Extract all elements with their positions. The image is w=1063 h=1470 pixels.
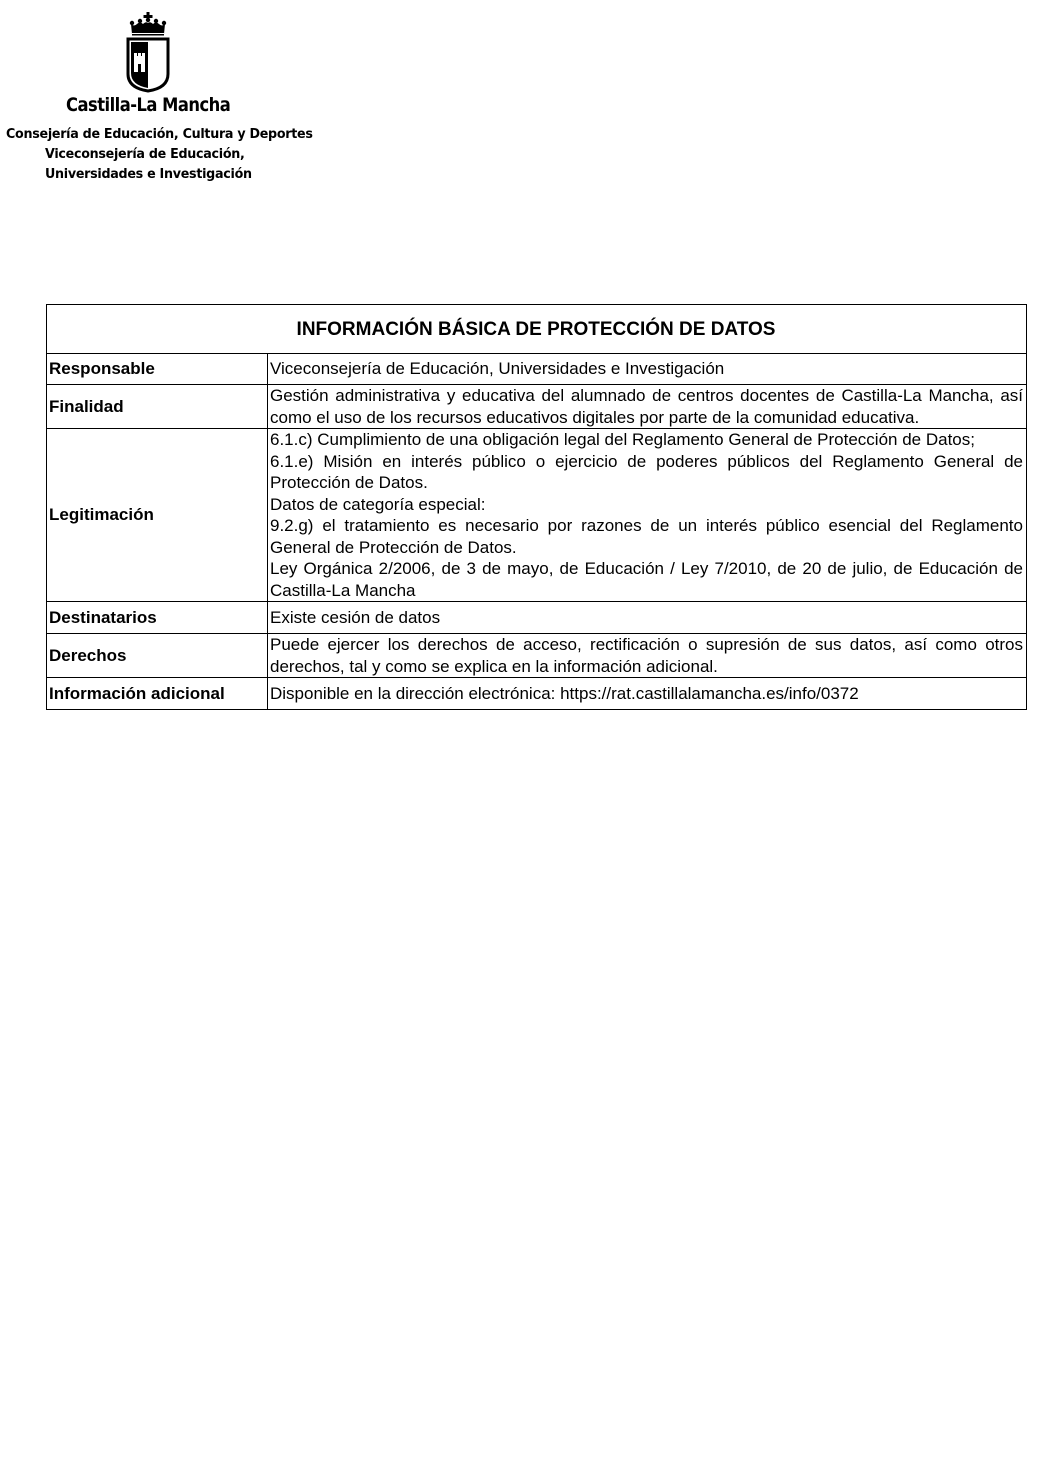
row-value-derechos: Puede ejercer los derechos de acceso, rectificación o supresión de sus datos, así como otros derechos, tal y como se explica en la información adicional. — [268, 634, 1027, 678]
department-line-3: Universidades e Investigación — [45, 166, 252, 182]
table-row — [47, 354, 1027, 385]
table-title: INFORMACIÓN BÁSICA DE PROTECCIÓN DE DATOS — [47, 305, 1027, 354]
table-row — [47, 602, 1027, 634]
row-label-finalidad: Finalidad — [47, 385, 268, 429]
table-title-row — [47, 305, 1027, 354]
table-row — [47, 429, 1027, 602]
legitimacion-line-2: 6.1.e) Misión en interés público o ejercicio de poderes públicos del Reglamento General de Protección de Datos. — [270, 451, 1023, 492]
table-row — [47, 385, 1027, 429]
row-label-legitimacion: Legitimación — [47, 429, 268, 602]
row-value-destinatarios: Existe cesión de datos — [268, 602, 1027, 634]
castilla-la-mancha-coat-of-arms-icon — [124, 12, 172, 94]
legitimacion-line-4: 9.2.g) el tratamiento es necesario por razones de un interés público esencial del Reglamento General de Protección de Datos. — [270, 516, 1023, 557]
row-label-derechos: Derechos — [47, 634, 268, 678]
row-value-finalidad: Gestión administrativa y educativa del alumnado de centros docentes de Castilla-La Mancha, así como el uso de los recursos educativos digitales por parte de la comunidad educativa. — [268, 385, 1027, 429]
legitimacion-line-1: 6.1.c) Cumplimiento de una obligación legal del Reglamento General de Protección de Datos; — [270, 430, 975, 449]
table-row — [47, 634, 1027, 678]
data-protection-table — [46, 304, 1027, 710]
row-label-informacion-adicional: Información adicional — [47, 678, 268, 710]
row-label-responsable: Responsable — [47, 354, 268, 385]
legitimacion-line-3: Datos de categoría especial: — [270, 494, 486, 514]
department-line-1: Consejería de Educación, Cultura y Deportes — [6, 126, 313, 142]
row-value-informacion-adicional: Disponible en la dirección electrónica: https://rat.castillalamancha.es/info/0372 — [268, 678, 1027, 710]
row-value-responsable: Viceconsejería de Educación, Universidades e Investigación — [268, 354, 1027, 385]
row-value-legitimacion — [268, 429, 1027, 602]
legitimacion-line-5: Ley Orgánica 2/2006, de 3 de mayo, de Educación / Ley 7/2010, de 20 de julio, de Educación de Castilla-La Mancha — [270, 559, 1023, 600]
department-line-2: Viceconsejería de Educación, — [45, 146, 245, 162]
logo-text: Castilla-La Mancha — [66, 94, 231, 116]
row-label-destinatarios: Destinatarios — [47, 602, 268, 634]
table-row — [47, 678, 1027, 710]
document-header — [0, 0, 340, 200]
